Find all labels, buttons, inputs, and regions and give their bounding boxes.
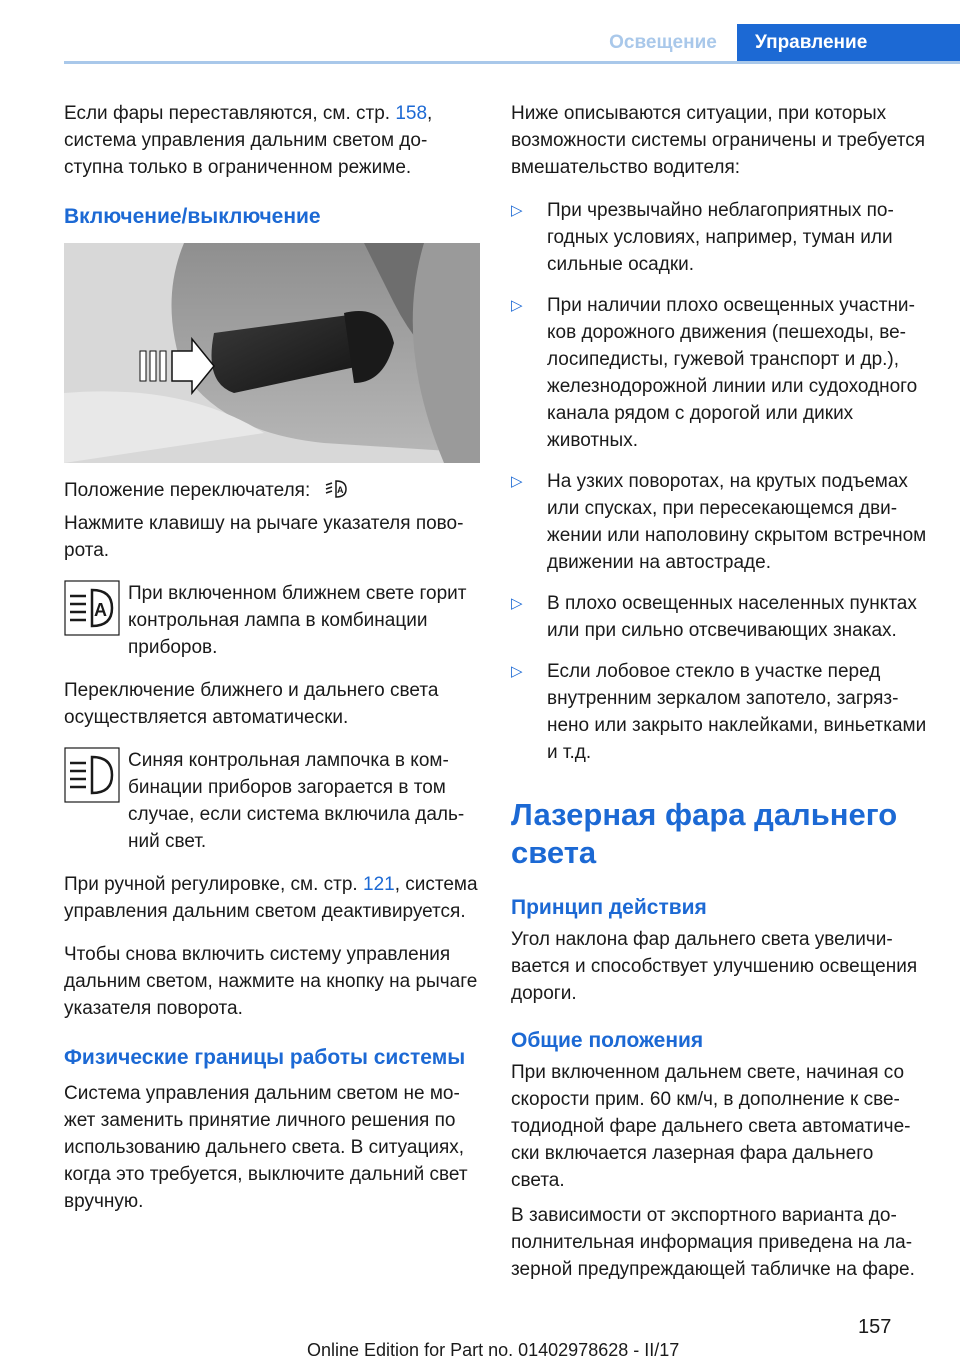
turn-signal-lever-photo (64, 243, 480, 463)
indicator-block-1 (64, 580, 480, 661)
header-rule (64, 61, 960, 64)
limitations-list (511, 197, 931, 766)
tab-lighting[interactable]: Освещение (609, 32, 717, 53)
page-number: 157 (858, 1316, 892, 1338)
svg-text:A: A (94, 600, 107, 620)
paragraph-general: При включенном дальнем свете, начиная со скорости прим. 60 км/ч, в дополнение к светодиодной фаре дальнего света автоматически включается лазерная фара дальнего света. (511, 1062, 911, 1191)
page-link-121[interactable]: 121 (363, 874, 395, 895)
indicator-block-2 (64, 747, 480, 855)
triangle-bullet-icon: ▷ (511, 473, 523, 490)
edition-footer: Online Edition for Part no. 01402978628 - II/17 (307, 1340, 680, 1360)
high-beam-assist-symbol-icon (324, 477, 350, 499)
heading-system-limits: Физические границы работы системы (64, 1046, 466, 1069)
paragraph-headlight-adjust: Если фары переставляются, см. стр. 158, система управления дальним светом доступна только в ограниченном режиме. (64, 103, 433, 178)
paragraph-press-key: Нажмите клавишу на рычаге указателя поворота. (64, 513, 464, 561)
switch-position-line: Положение переключателя: A (64, 477, 480, 504)
triangle-bullet-icon: ▷ (511, 663, 523, 680)
heading-general: Общие положения (511, 1029, 704, 1052)
heading-on-off: Включение/выключение (64, 205, 321, 228)
svg-text:A: A (336, 485, 344, 495)
triangle-bullet-icon: ▷ (511, 297, 523, 314)
heading-principle: Принцип действия (511, 896, 707, 919)
heading-laser-high-beam: Лазерная фара дальнего света (511, 797, 898, 870)
left-column (64, 100, 480, 1231)
list-item: ▷ Если лобовое стекло в участке перед внутренним зеркалом запотело, загрязнено или закрыто наклейками, виньетками и т.д. (511, 658, 931, 766)
list-item: ▷ При наличии плохо освещенных участников дорожного движения (пешеходы, велосипедисты, гужевой транспорт и др.), железнодорожной линии или судоходного канала рядом с дорогой или диких животных. (511, 292, 931, 454)
triangle-bullet-icon: ▷ (511, 202, 523, 219)
list-item: ▷ В плохо освещенных населенных пунктах или при сильно отсвечивающих знаках. (511, 590, 931, 644)
page-link-158[interactable]: 158 (395, 103, 428, 124)
triangle-bullet-icon: ▷ (511, 595, 523, 612)
paragraph-limits: Система управления дальним светом не может заменить принятие личного решения по использованию дальнего света. В ситуациях, когда это требуется, выключите дальний свет вручную. (64, 1083, 468, 1212)
paragraph-auto-switch: Переключение ближнего и дальнего света осуществляется автоматически. (64, 680, 439, 728)
high-beam-assistant-indicator-icon (64, 580, 120, 636)
paragraph-manual-adjust: При ручной регулировке, см. стр. 121, система управления дальним светом деактивируется. (64, 874, 478, 922)
list-item: ▷ На узких поворотах, на крутых подъемах или спусках, при пересекающемся движении или наполовину скрытом встречном движении на автостраде. (511, 468, 931, 576)
high-beam-indicator-icon (64, 747, 120, 803)
list-item: ▷ При чрезвычайно неблагоприятных погодных условиях, например, туман или сильные осадки. (511, 197, 931, 278)
indicator-2-text: Синяя контрольная лампочка в комбинации приборов загорается в том случае, если система включила дальний свет. (128, 750, 465, 852)
indicator-1-text: При включенном ближнем свете горит контрольная лампа в комбинации приборов. (128, 583, 467, 658)
paragraph-reactivate: Чтобы снова включить систему управления дальним светом, нажмите на кнопку на рычаге указателя поворота. (64, 944, 478, 1019)
paragraph-intro: Ниже описываются ситуации, при которых возможности системы ограничены и требуется вмешательство водителя: (511, 103, 926, 178)
right-column (511, 100, 931, 1299)
paragraph-principle: Угол наклона фар дальнего света увеличивается и способствует улучшению освещения дороги. (511, 929, 918, 1004)
paragraph-export: В зависимости от экспортного варианта дополнительная информация приведена на лазерной предупреждающей табличке на фаре. (511, 1205, 915, 1280)
tab-controls[interactable]: Управление (737, 24, 960, 62)
